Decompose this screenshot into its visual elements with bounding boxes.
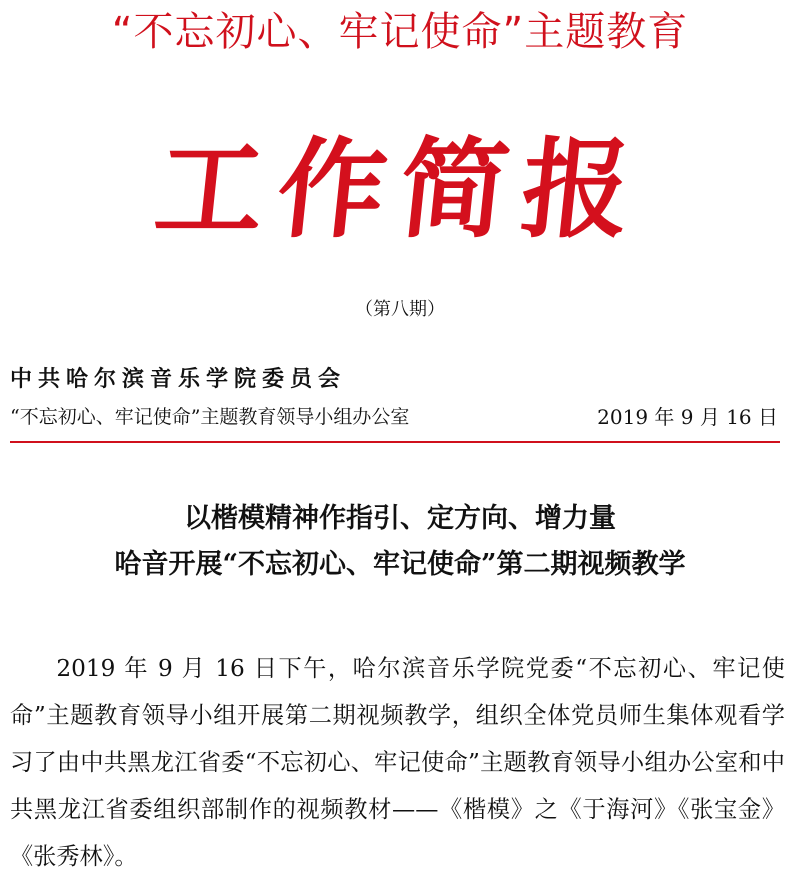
- masthead-title: 工作简报: [149, 127, 651, 253]
- article-body: [10, 645, 785, 880]
- article-paragraph: 2019 年 9 月 16 日下午，哈尔滨音乐学院党委“不忘初心、牢记使命”主题教育领导小组开展第二期视频教学，组织全体党员师生集体观看学习了由中共黑龙江省委“不忘初心、牢记使命”主题教育领导小组办公室和中共黑龙江省委组织部制作的视频教材——《楷模》之《于海河》《张宝金》《张秀林》。: [10, 655, 785, 870]
- campaign-title: “不忘初心、牢记使命”主题教育: [111, 9, 689, 55]
- header-divider: [10, 441, 780, 443]
- office-name: “不忘初心、牢记使命”主题教育领导小组办公室: [10, 406, 410, 428]
- article-title-line-2: 哈音开展“不忘初心、牢记使命”第二期视频教学: [114, 549, 686, 580]
- organization-name: 中共哈尔滨音乐学院委员会: [10, 367, 347, 392]
- issue-number: （第八期）: [355, 299, 445, 320]
- publish-date: 2019 年 9 月 16 日: [597, 405, 778, 429]
- article-title-line-1: 以楷模精神作指引、定方向、增力量: [184, 503, 616, 534]
- article-title: [0, 496, 800, 588]
